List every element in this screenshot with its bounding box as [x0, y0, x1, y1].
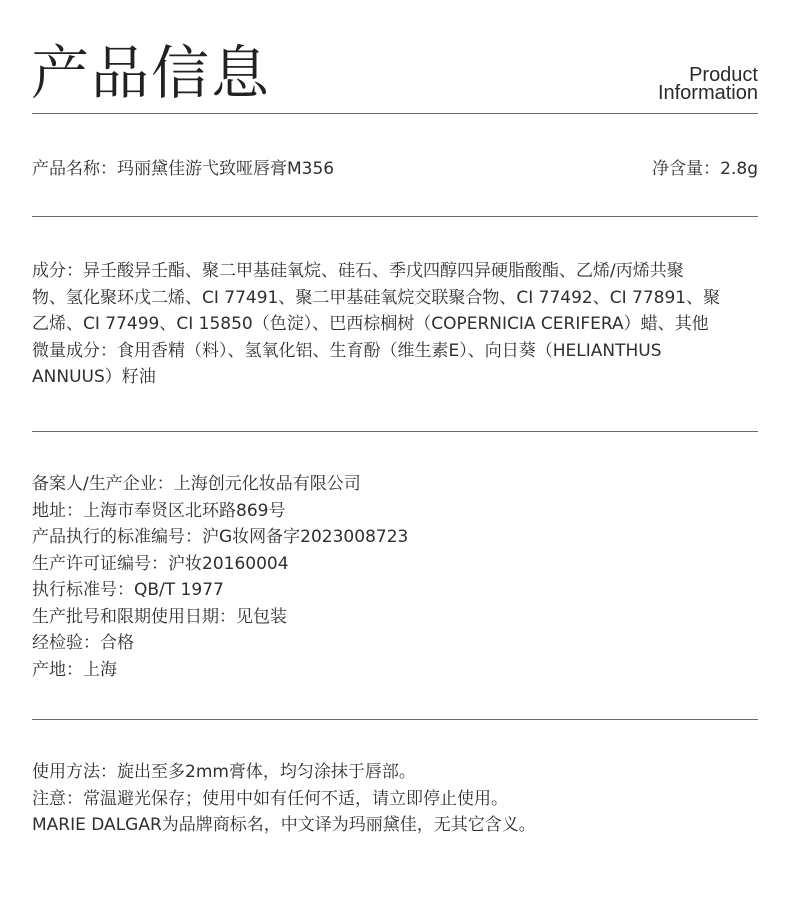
product-name: 产品名称：玛丽黛佳游弋致哑唇膏M356: [32, 159, 335, 179]
usage-section: [32, 759, 758, 839]
registration-line: 产品执行的标准编号：沪G妆网备字2023008723: [32, 527, 409, 547]
registration-line: 执行标准号：QB/T 1977: [32, 580, 224, 600]
usage-line: MARIE DALGAR为品牌商标名，中文译为玛丽黛佳，无其它含义。: [32, 815, 536, 835]
divider-2: [32, 431, 758, 432]
ingredients-line: ANNUUS）籽油: [32, 367, 156, 387]
registration-line: 生产批号和限期使用日期：见包装: [32, 606, 287, 627]
header-divider: [32, 113, 758, 114]
ingredients-line: 物、氢化聚环戊二烯、CI 77491、聚二甲基硅氧烷交联聚合物、CI 77492、CI 77891、聚: [32, 287, 721, 308]
product-row: [32, 156, 758, 182]
registration-line: 产地：上海: [32, 659, 117, 680]
usage-line: 使用方法：旋出至多2mm膏体，均匀涂抹于唇部。: [32, 762, 416, 782]
header: [0, 0, 790, 116]
ingredients-line: 成分：异壬酸异壬酯、聚二甲基硅氧烷、硅石、季戊四醇四异硬脂酸酯、乙烯/丙烯共聚: [32, 261, 684, 281]
ingredients-section: [32, 258, 758, 391]
divider-1: [32, 216, 758, 217]
english-title: [658, 66, 758, 102]
usage-line: 注意：常温避光保存；使用中如有任何不适，请立即停止使用。: [32, 788, 508, 809]
registration-line: 地址：上海市奉贤区北环路869号: [32, 500, 286, 521]
registration-line: 生产许可证编号：沪妆20160004: [32, 553, 289, 574]
divider-3: [32, 719, 758, 720]
net-content: 净含量：2.8g: [652, 159, 758, 179]
registration-line: 备案人/生产企业：上海创元化妆品有限公司: [32, 474, 361, 494]
ingredients-line: 微量成分：食用香精（料）、氢氧化铝、生育酚（维生素E）、向日葵（HELIANTHUS: [32, 340, 662, 361]
page-title: 产品信息: [31, 39, 272, 107]
english-title-line-1: Product: [689, 64, 758, 86]
registration-line: 经检验：合格: [32, 633, 134, 653]
registration-section: [32, 471, 758, 683]
ingredients-line: 乙烯、CI 77499、CI 15850（色淀）、巴西棕榈树（COPERNICIA CERIFERA）蜡、其他: [32, 314, 709, 334]
english-title-line-2: Information: [657, 82, 758, 104]
